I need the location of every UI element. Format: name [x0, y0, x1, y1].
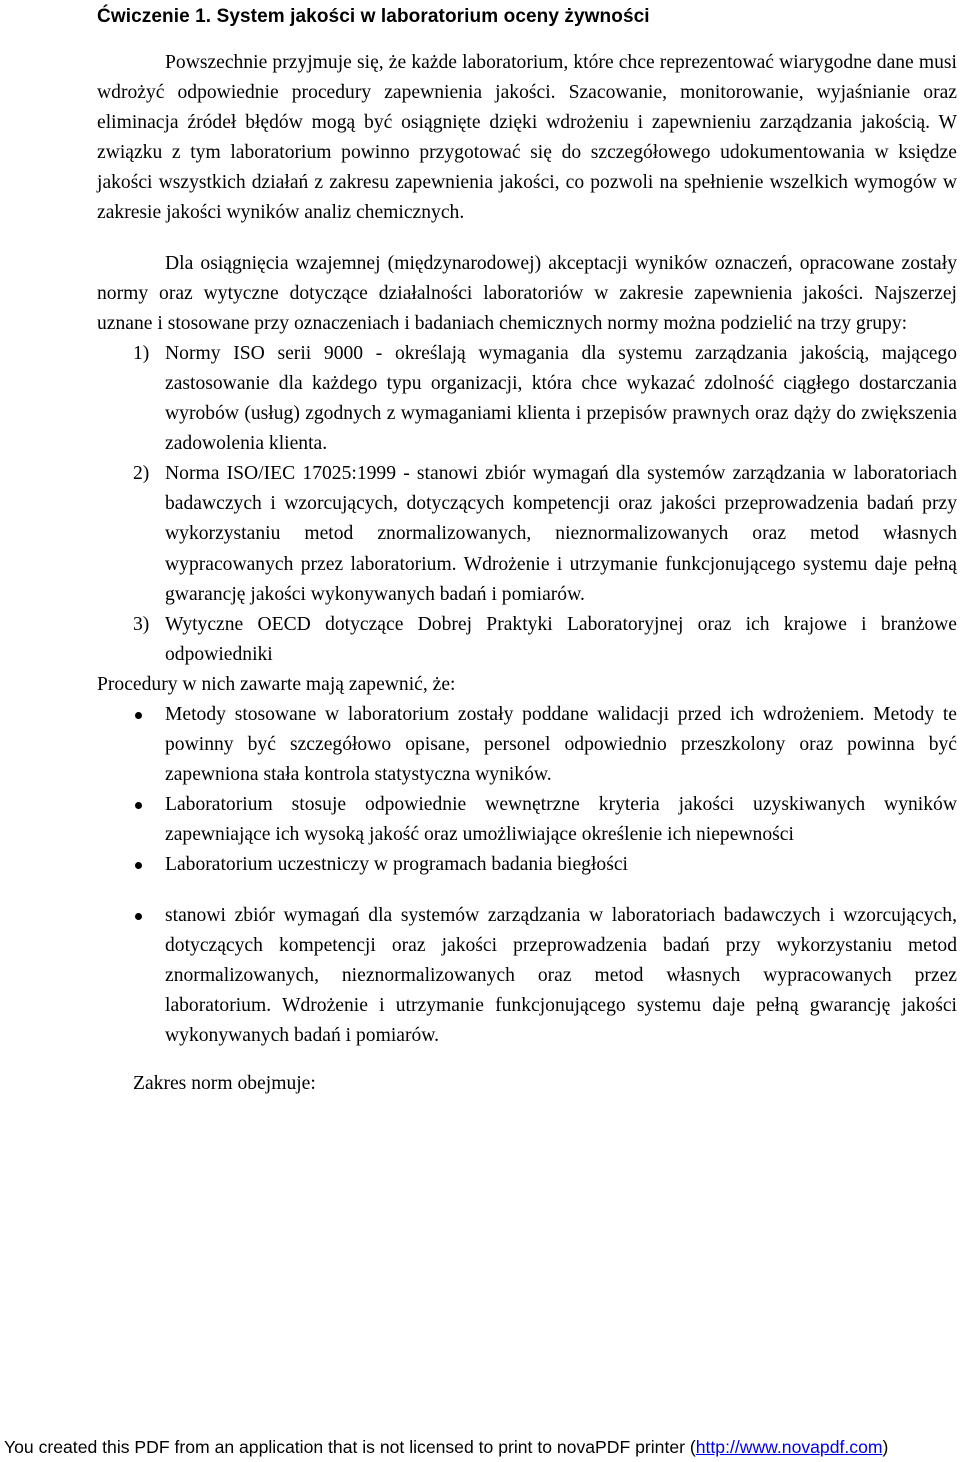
- list-item-text: Laboratorium stosuje odpowiednie wewnętrzne kryteria jakości uzyskiwanych wyników zapewniające ich wysoką jakość oraz umożliwiające określenie ich niepewności: [165, 794, 957, 846]
- list-item: [97, 700, 957, 790]
- list-item-text: Normy ISO serii 9000 - określają wymagania dla systemu zarządzania jakością, mającego zastosowanie dla każdego typu organizacji, która chce wykazać zdolność ciągłego dostarczania wyrobów (usług) zgodnych z wymaganiami klienta i przepisów prawnych oraz dąży do zwiększenia zadowolenia klienta.: [165, 342, 957, 455]
- list-item: [97, 901, 957, 1051]
- list-item-text: stanowi zbiór wymagań dla systemów zarządzania w laboratoriach badawczych i wzorcujących, dotyczących kompetencji oraz jakości przeprowadzenia badań przy wykorzystaniu metod znormalizowanych, nieznormalizowanych oraz metod własnych wypracowanych przez laboratorium. Wdrożenie i utrzymanie funkcjonującego systemu daje pełną gwarancję jakości wykonywanych badań i pomiarów.: [165, 904, 957, 1046]
- document-title: Ćwiczenie 1. System jakości w laboratorium oceny żywności: [97, 6, 650, 27]
- footer-text: You created this PDF from an application that is not licensed to print to novaPDF printer (: [4, 1437, 696, 1457]
- list-item: [97, 790, 957, 850]
- list-item: [97, 339, 957, 459]
- bullet-icon: [135, 712, 142, 719]
- novapdf-link[interactable]: http://www.novapdf.com: [695, 1437, 883, 1457]
- intro-paragraph: Powszechnie przyjmuje się, że każde laboratorium, które chce reprezentować wiarygodne dane musi wdrożyć odpowiednie procedury zapewnienia jakości. Szacowanie, monitorowanie, wyjaśnianie oraz eliminacja źródeł błędów mogą być osiągnięte dzięki wdrożeniu i zapewnieniu zarządzania jakością. W związku z tym laboratorium powinno przygotować się do szczegółowego udokumentowania w księdze jakości wszystkich działań z zakresu zapewnienia jakości, co pozwoli na spełnienie wszelkich wymogów w zakresie jakości wyników analiz chemicznych.: [97, 52, 957, 224]
- list-item-number: 2): [133, 463, 150, 485]
- bullet-icon: [135, 802, 142, 809]
- list-item-text: Laboratorium uczestniczy w programach badania biegłości: [165, 854, 628, 876]
- list-item: [97, 459, 957, 609]
- list-item-number: 3): [133, 613, 150, 635]
- bullet-icon: [135, 913, 142, 920]
- pdf-license-footer: [4, 1436, 960, 1458]
- norms-paragraph: Dla osiągnięcia wzajemnej (międzynarodowej) akceptacji wyników oznaczeń, opracowane zostały normy oraz wytyczne dotyczące działalności laboratoriów w zakresie zapewnienia jakości. Najszerzej uznane i stosowane przy oznaczeniach i badaniach chemicznych normy można podzielić na trzy grupy:: [97, 252, 957, 334]
- document-page: [97, 4, 957, 1099]
- procedures-bullet-list: [97, 700, 957, 1051]
- procedures-intro: Procedury w nich zawarte mają zapewnić, że:: [97, 673, 456, 695]
- bullet-icon: [135, 862, 142, 869]
- list-item: [97, 850, 957, 880]
- list-item-text: Norma ISO/IEC 17025:1999 - stanowi zbiór wymagań dla systemów zarządzania w laboratoriach badawczych i wzorcujących, dotyczących kompetencji oraz jakości przeprowadzenia badań przy wykorzystaniu metod znormalizowanych, nieznormalizowanych oraz metod własnych wypracowanych przez laboratorium. Wdrożenie i utrzymanie funkcjonującego systemu daje pełną gwarancję jakości wykonywanych badań i pomiarów.: [165, 463, 957, 605]
- scope-label: Zakres norm obejmuje:: [133, 1073, 316, 1094]
- norm-groups-list: [97, 339, 957, 670]
- list-item: [97, 610, 957, 670]
- footer-text-end: ): [882, 1437, 889, 1457]
- list-item-text: Metody stosowane w laboratorium zostały poddane walidacji przed ich wdrożeniem. Metody te powinny być szczegółowo opisane, personel odpowiednio przeszkolony oraz powinna być zapewniona stała kontrola statystyczna wyników.: [165, 703, 957, 786]
- list-item-number: 1): [133, 342, 150, 364]
- list-item-text: Wytyczne OECD dotyczące Dobrej Praktyki Laboratoryjnej oraz ich krajowe i branżowe odpowiedniki: [165, 613, 957, 665]
